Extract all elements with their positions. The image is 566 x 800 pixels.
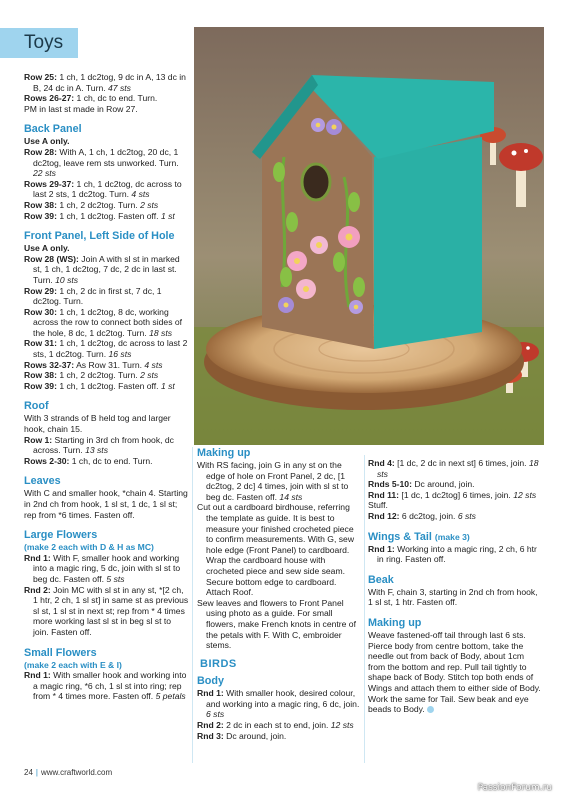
column-divider [364, 455, 365, 763]
instruction-row: Rnd 12: 6 dc2tog, join. 6 sts [368, 510, 476, 521]
instruction-row: PM in last st made in Row 27. [24, 103, 138, 114]
instruction-row: Rnd 1: Working into a magic ring, 2 ch, 6 htr in ring. Fasten off. [368, 543, 537, 565]
roof-rows [24, 435, 189, 467]
small-flowers-rows [24, 670, 189, 702]
instruction-row: Rnds 5-10: Dc around, join. [368, 479, 475, 490]
instruction-row: Rnd 4: [1 dc, 2 dc in next st] 6 times, join. 18 sts [368, 458, 539, 479]
instruction-row: Row 30: 1 ch, 1 dc2tog, 8 dc, working across the row to connect both sides of the hole, 8 dc, 1 dc2tog. Turn. 18 sts [24, 306, 183, 338]
making-up-paras [197, 460, 361, 651]
front-panel-use: Use A only. [24, 243, 70, 254]
making-up-birds-heading: Making up [368, 616, 422, 629]
column-divider [192, 447, 193, 763]
entrance-hole-icon [302, 164, 330, 200]
instruction-row: Row 39: 1 ch, 1 dc2tog. Fasten off. 1 st [24, 380, 175, 391]
wings-heading: Wings & Tail (make 3) [368, 530, 470, 543]
page-footer: 24 | www.craftworld.com [24, 768, 113, 777]
birds-label: BIRDS [197, 659, 240, 670]
instruction-row: Row 28 (WS): Join A with sl st in marked st, 1 ch, 1 dc2tog, 7 dc, 2 dc in last st. Turn. 10 sts [24, 253, 180, 285]
house-side-wall [374, 137, 482, 349]
instruction-row: Sew leaves and flowers to Front Panel using photo as a guide. For small flowers, make French knots in centre of the petals with F. With C, embroider stems. [197, 597, 356, 651]
middle-column [197, 447, 361, 741]
making-up-birds-text: Weave fastened-off tail through last 6 sts. Pierce body from centre bottom, take the needle out from back of Body, about 1cm from the bottom and rep. Pull tail tightly to shape back of Body. Stitch top both ends of Wings and attach them to either side of Body. Work the same for Tail. Sew beak and eye beads to Body. [368, 629, 541, 715]
making-up-heading: Making up [197, 447, 251, 459]
instruction-row: Rows 26-27: 1 ch, dc to end. Turn. [24, 93, 158, 104]
beak-heading: Beak [368, 573, 394, 586]
end-mark-icon [427, 706, 434, 713]
back-panel-heading: Back Panel [24, 123, 82, 136]
instruction-row: Row 38: 1 ch, 2 dc2tog. Turn. 2 sts [24, 199, 159, 210]
small-flowers-sub: (make 2 each with E & I) [24, 659, 122, 670]
right-column [368, 458, 543, 715]
watermark: PassionForum.ru [477, 783, 552, 793]
instruction-row: Rows 29-37: 1 ch, 1 dc2tog, dc across to last 2 sts, 1 dc2tog. Turn. 4 sts [24, 178, 182, 200]
instruction-row: Rnd 2: Join MC with sl st in any st, *[2 ch, 1 htr, 2 ch, 1 sl st] in same st as previous sl st, 1 sl st in next st; rep from * 4 times more working last sl st in beg sl st to join. Fasten off. [24, 584, 189, 637]
instruction-row: Row 28: With A, 1 ch, 1 dc2tog, 20 dc, 1 dc2tog, leave rem sts unworked. Turn. 22 sts [24, 146, 179, 179]
back-panel-rows [24, 147, 189, 221]
instruction-row: Rows 32-37: As Row 31. Turn. 4 sts [24, 359, 163, 370]
small-flowers-heading: Small Flowers [24, 646, 97, 659]
instruction-row: Row 38: 1 ch, 2 dc2tog. Turn. 2 sts [24, 370, 159, 381]
body-rows [197, 688, 361, 741]
intro-rows [24, 72, 189, 114]
instruction-row: Row 29: 1 ch, 2 dc in first st, 7 dc, 1 dc2tog. Turn. [24, 285, 162, 307]
roof-intro: With 3 strands of B held tog and larger hook, chain 15. [24, 413, 171, 435]
instruction-row: Rnd 3: Dc around, join. [197, 730, 287, 741]
instruction-row: Cut out a cardboard birdhouse, referring the template as guide. It is best to measure your finished crocheted piece to confirm measurements. With G, sew hole edge (Front Panel) to cardboard. Wrap the cardboard house with crocheted piece and sew side seam. Secure bottom edge to cardboard. Attach Roof. [197, 502, 355, 598]
instruction-row: Row 31: 1 ch, 1 dc2tog, dc across to last 2 sts, 1 dc2tog. Turn. 16 sts [24, 338, 188, 360]
front-panel-heading: Front Panel, Left Side of Hole [24, 230, 175, 243]
instruction-row: Rows 2-30: 1 ch, dc to end. Turn. [24, 455, 153, 466]
body-heading: Body [197, 675, 224, 688]
birdhouse-photo [194, 27, 544, 445]
beak-text: With F, chain 3, starting in 2nd ch from hook, 1 sl st, 1 htr. Fasten off. [368, 586, 538, 608]
front-panel-rows [24, 254, 189, 392]
instruction-row: Row 25: 1 ch, 1 dc2tog, 9 dc in A, 13 dc in B, 24 dc in A. Turn. 47 sts [24, 72, 186, 93]
instruction-row: Rnd 1: With F, smaller hook and working into a magic ring, 5 dc, join with sl st to beg dc. Fasten off. 5 sts [24, 552, 181, 584]
instruction-row: Row 1: Starting in 3rd ch from hook, dc across. Turn. 13 sts [24, 434, 174, 456]
birdhouse-illustration [194, 27, 544, 445]
left-column [24, 72, 189, 702]
instruction-row: Rnd 1: With smaller hook, desired colour, and working into a magic ring, 6 dc, join. 6 sts [197, 688, 360, 720]
body-rows-cont [368, 458, 543, 522]
footer-site[interactable]: www.craftworld.com [40, 768, 113, 777]
instruction-row: Rnd 2: 2 dc in each st to end, join. 12 sts [197, 720, 354, 731]
page-number: 24 [24, 768, 33, 777]
leaves-heading: Leaves [24, 475, 61, 488]
instruction-row: Stuff. [368, 500, 388, 511]
section-tag: Toys [0, 28, 78, 58]
instruction-row: With RS facing, join G in any st on the edge of hole on Front Panel, 2 dc, [1 dc2tog, 2 dc] 4 times, join with sl st to beg dc. Fasten off. 14 sts [197, 460, 349, 502]
large-flowers-sub: (make 2 each with D & H as MC) [24, 542, 154, 553]
instruction-row: Rnd 11: [1 dc, 1 dc2tog] 6 times, join. 12 sts [368, 489, 537, 500]
large-flowers-heading: Large Flowers [24, 529, 98, 542]
leaves-text: With C and smaller hook, *chain 4. Starting in 2nd ch from hook, 1 sl st, 1 dc, 1 sl st; rep from *6 times. Fasten off. [24, 488, 188, 520]
back-panel-use: Use A only. [24, 136, 70, 147]
large-flowers-rows [24, 553, 189, 638]
instruction-row: Row 39: 1 ch, 1 dc2tog. Fasten off. 1 st [24, 210, 175, 221]
instruction-row: Rnd 1: With smaller hook and working into a magic ring, *6 ch, 1 sl st into ring; rep from * 4 times more. Fasten off. 5 petals [24, 670, 187, 702]
roof-heading: Roof [24, 400, 49, 413]
wings-rows [368, 544, 543, 565]
